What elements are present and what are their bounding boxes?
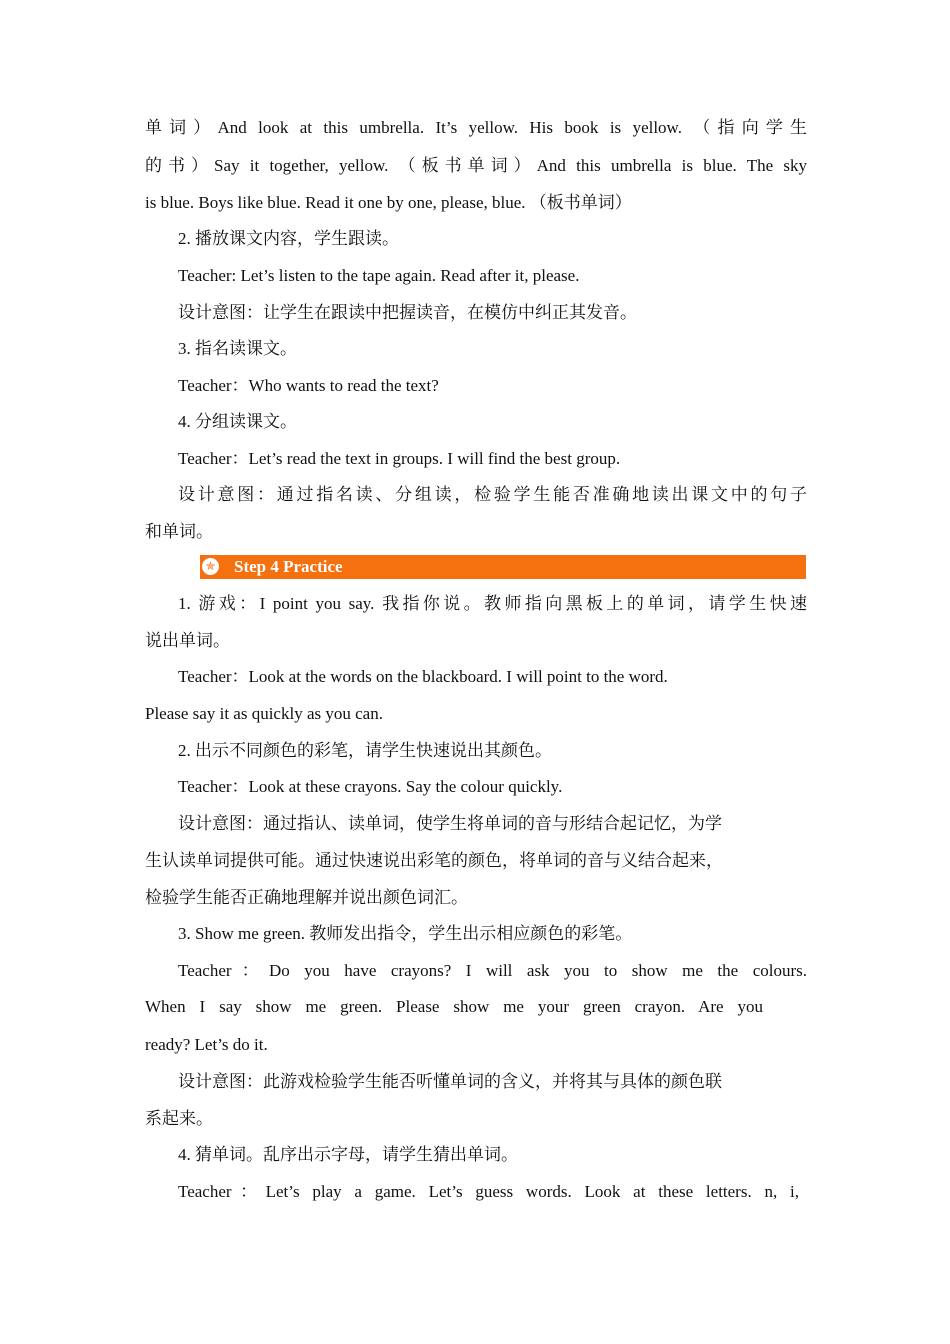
text-line: 的书）Say it together, yellow. （板书单词）And this umbrella is blue. The sky xyxy=(145,156,807,175)
text-line: 3. Show me green. 教师发出指令，学生出示相应颜色的彩笔。 xyxy=(178,924,633,943)
text-line: 2. 出示不同颜色的彩笔，请学生快速说出其颜色。 xyxy=(178,741,552,760)
text-line: Teacher：Look at the words on the blackboard. I will point to the word. xyxy=(178,667,668,686)
text-line: 设计意图：让学生在跟读中把握读音，在模仿中纠正其发音。 xyxy=(178,303,637,322)
text-line: 说出单词。 xyxy=(145,631,230,650)
text-line: 设计意图：通过指名读、分组读，检验学生能否准确地读出课文中的句子 xyxy=(178,485,807,504)
text-line: Teacher: Let’s listen to the tape again. Read after it, please. xyxy=(178,266,580,285)
text-line: 设计意图：此游戏检验学生能否听懂单词的含义，并将其与具体的颜色联 xyxy=(178,1072,722,1091)
text-line: Teacher：Let’s play a game. Let’s guess words. Look at these letters. n, i, xyxy=(178,1182,799,1201)
text-line: 1. 游戏：I point you say. 我指你说。教师指向黑板上的单词，请学生快速 xyxy=(178,594,807,613)
text-line: 2. 播放课文内容，学生跟读。 xyxy=(178,229,399,248)
text-line: Teacher：Who wants to read the text? xyxy=(178,376,439,395)
star-circle-icon: ✯ xyxy=(202,558,219,575)
text-line: 4. 猜单词。乱序出示字母，请学生猜出单词。 xyxy=(178,1145,518,1164)
text-line: ready? Let’s do it. xyxy=(145,1035,268,1054)
text-line: 3. 指名读课文。 xyxy=(178,339,297,358)
text-line: 检验学生能否正确地理解并说出颜色词汇。 xyxy=(145,888,468,907)
text-line: 生认读单词提供可能。通过快速说出彩笔的颜色，将单词的音与义结合起来， xyxy=(145,851,723,870)
text-line: Please say it as quickly as you can. xyxy=(145,704,383,723)
text-line: 和单词。 xyxy=(145,522,213,541)
text-line: When I say show me green. Please show me your green crayon. Are you xyxy=(145,997,763,1016)
section-title: Step 4 Practice xyxy=(234,557,343,576)
text-line: Teacher：Look at these crayons. Say the colour quickly. xyxy=(178,777,563,796)
text-line: 4. 分组读课文。 xyxy=(178,412,297,431)
text-line: 单词）And look at this umbrella. It’s yellow. His book is yellow. （指向学生 xyxy=(145,118,807,137)
text-line: Teacher：Let’s read the text in groups. I will find the best group. xyxy=(178,449,621,468)
text-line: 系起来。 xyxy=(145,1109,213,1128)
text-line: 设计意图：通过指认、读单词，使学生将单词的音与形结合起记忆，为学 xyxy=(178,814,722,833)
text-line: Teacher：Do you have crayons? I will ask you to show me the colours. xyxy=(178,961,807,980)
text-line: is blue. Boys like blue. Read it one by one, please, blue. （板书单词） xyxy=(145,193,632,212)
section-banner xyxy=(200,555,806,579)
